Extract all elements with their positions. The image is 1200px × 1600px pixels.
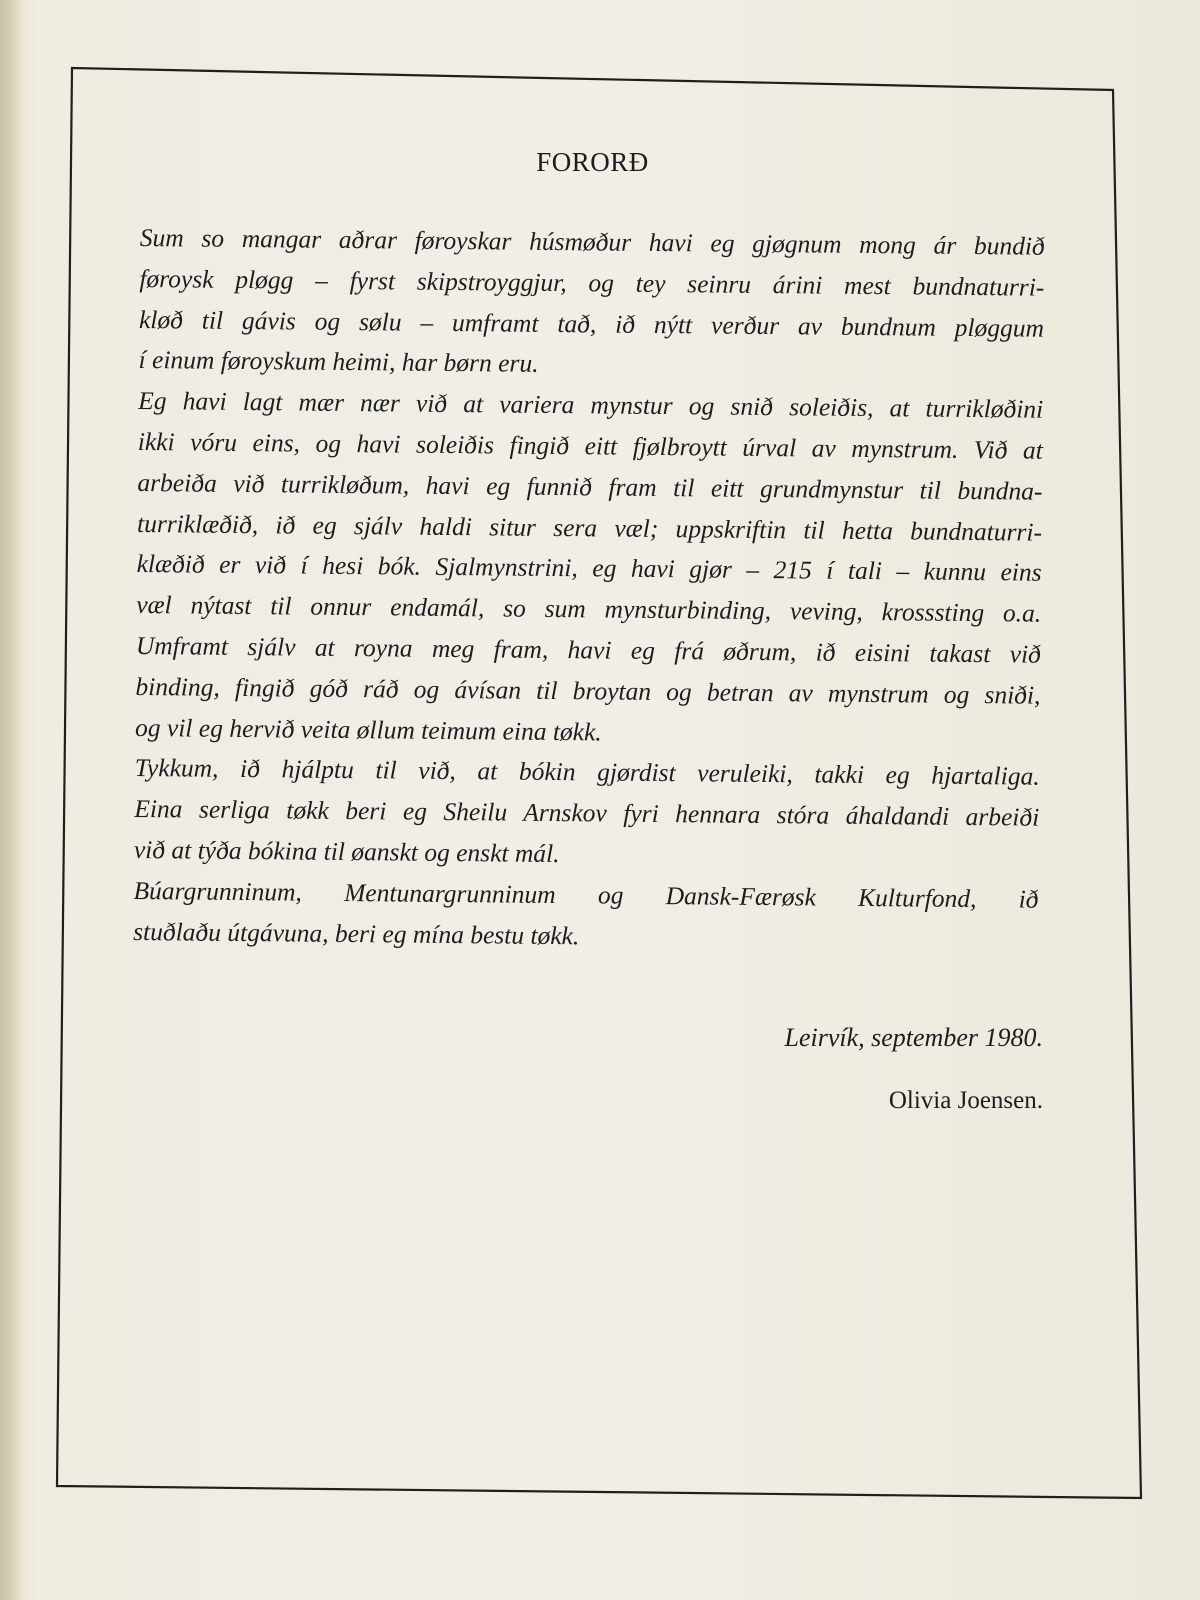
body-line: Búargrunninum, Mentunargrunninum og Dansk-Færøsk Kulturfond, ið <box>133 875 1039 914</box>
body-line: Eg havi lagt mær nær við at variera mynstur og snið soleiðis, at turrikløðini <box>138 386 1044 424</box>
body-line: væl nýtast til onnur endamál, so sum mynsturbinding, veving, krosssting o.a. <box>136 590 1042 628</box>
author-signature: Olivia Joensen. <box>888 1087 1043 1114</box>
body-line: Umframt sjálv at royna meg fram, havi eg frá øðrum, ið eisini takast við <box>135 630 1041 669</box>
body-line: Tykkum, ið hjálptu til við, at bókin gjørdist veruleiki, takki eg hjartaliga. <box>134 753 1040 792</box>
body-line: og vil eg hervið veita øllum teimum eina tøkk. <box>134 712 602 747</box>
body-line: klæðið er við í hesi bók. Sjalmynstrini, eg havi gjør – 215 í tali – kunnu eins <box>136 549 1042 588</box>
body-line: arbeiða við turrikløðum, havi eg funnið fram til eitt grundmynstur til bundna- <box>137 467 1043 506</box>
foreword-content <box>133 0 1045 1600</box>
page-title: FORORÐ <box>536 147 649 177</box>
body-line: kløð til gávis og sølu – umframt tað, ið nýtt verður av bundnum pløggum <box>138 304 1045 343</box>
body-line: binding, fingið góð ráð og ávísan til broytan og betran av mynstrum og sniði, <box>135 671 1041 710</box>
body-line: Eina serliga tøkk beri eg Sheilu Arnskov fyri hennara stóra áhaldandi arbeiði <box>134 794 1040 832</box>
body-line: turriklæðið, ið eg sjálv haldi situr sera væl; uppskriftin til hetta bundnaturri- <box>136 508 1043 547</box>
body-line: føroysk pløgg – fyrst skipstroyggjur, og tey seinru árini mest bundnaturri- <box>139 263 1045 302</box>
body-line: ikki vóru eins, og havi soleiðis fingið eitt fjølbroytt úrval av mynstrum. Við at <box>137 426 1043 465</box>
body-line: við at týða bókina til øanskt og enskt mál. <box>133 834 560 869</box>
body-line: Sum so mangar aðrar føroyskar húsmøður havi eg gjøgnum mong ár bundið <box>139 222 1045 261</box>
dateline: Leirvík, september 1980. <box>784 1023 1043 1052</box>
body-line: stuðlaðu útgávuna, beri eg mína bestu tøkk. <box>133 916 580 950</box>
foreword-body <box>133 218 1045 961</box>
page-gutter-shadow <box>0 0 24 1600</box>
body-line: í einum føroyskum heimi, har børn eru. <box>138 345 539 379</box>
